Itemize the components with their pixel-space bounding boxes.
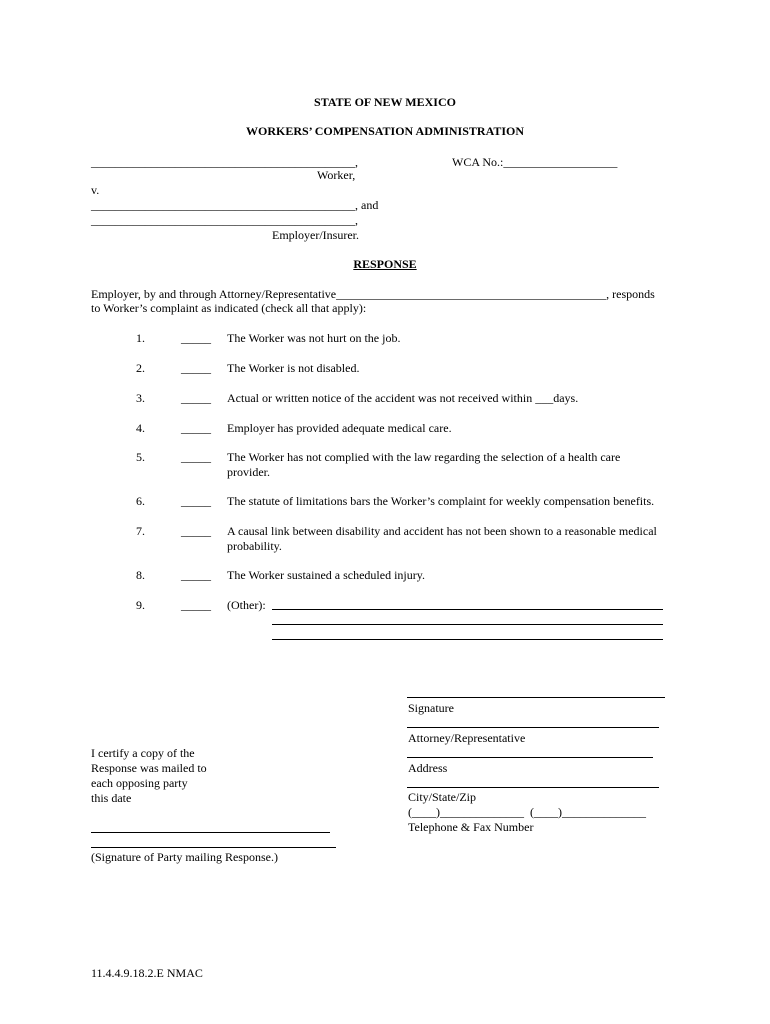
item-number: 5. (136, 450, 145, 464)
certify-line-2: Response was mailed to (91, 761, 207, 775)
response-title: RESPONSE (353, 257, 417, 271)
item-text: Employer has provided adequate medical care. (227, 421, 452, 435)
attorney-label: Attorney/Representative (408, 731, 526, 745)
item-number: 4. (136, 421, 145, 435)
city-line[interactable] (407, 787, 659, 788)
item-number: 7. (136, 524, 145, 538)
worker-name-line: ____________________________________________, (91, 155, 358, 169)
item-check-blank[interactable]: _____ (181, 494, 211, 508)
item-check-blank[interactable]: _____ (181, 524, 211, 538)
phone-fax-label: Telephone & Fax Number (408, 820, 534, 834)
certify-line-3: each opposing party (91, 776, 188, 790)
item-number: 9. (136, 598, 145, 612)
certify-line-4: this date (91, 791, 132, 805)
mailing-signature-label: (Signature of Party mailing Response.) (91, 850, 278, 864)
item-check-blank[interactable]: _____ (181, 598, 211, 612)
worker-label: Worker, (317, 168, 356, 182)
mailing-signature-line[interactable] (91, 847, 336, 848)
attorney-line[interactable] (407, 727, 659, 728)
item-check-blank[interactable]: _____ (181, 568, 211, 582)
item-number: 6. (136, 494, 145, 508)
item-check-blank[interactable]: _____ (181, 421, 211, 435)
item-check-blank[interactable]: _____ (181, 361, 211, 375)
item-number: 8. (136, 568, 145, 582)
signature-label: Signature (408, 701, 454, 715)
other-line-1[interactable] (272, 609, 663, 610)
address-line[interactable] (407, 757, 653, 758)
item-text-continued: probability. (227, 539, 282, 553)
employer-name-line: ____________________________________________, and (91, 198, 379, 212)
agency-heading: WORKERS’ COMPENSATION ADMINISTRATION (245, 124, 525, 138)
item-check-blank[interactable]: _____ (181, 331, 211, 345)
versus-label: v. (91, 183, 100, 197)
mailing-date-line[interactable] (91, 832, 330, 833)
phone-fax-line[interactable]: (____)______________ (____)______________ (408, 805, 646, 819)
item-text: The Worker was not hurt on the job. (227, 331, 401, 345)
address-label: Address (408, 761, 448, 775)
wca-number: WCA No.:___________________ (452, 155, 618, 169)
state-heading: STATE OF NEW MEXICO (314, 95, 456, 109)
insurer-name-line: ____________________________________________, (91, 213, 358, 227)
city-state-zip-label: City/State/Zip (408, 790, 476, 804)
item-check-blank[interactable]: _____ (181, 450, 211, 464)
intro-line-1: Employer, by and through Attorney/Representative_____________________________________________, responds (91, 287, 655, 301)
employer-insurer-label: Employer/Insurer. (272, 228, 359, 242)
other-line-2[interactable] (272, 624, 663, 625)
nmac-citation: 11.4.4.9.18.2.E NMAC (91, 966, 203, 980)
item-number: 3. (136, 391, 145, 405)
item-number: 1. (136, 331, 145, 345)
item-text: The Worker is not disabled. (227, 361, 360, 375)
item-number: 2. (136, 361, 145, 375)
item-text: (Other): (227, 598, 266, 612)
other-line-3[interactable] (272, 639, 663, 640)
item-text: The Worker has not complied with the law regarding the selection of a health care (227, 450, 621, 464)
item-text-continued: provider. (227, 465, 270, 479)
signature-line[interactable] (407, 697, 665, 698)
item-text: A causal link between disability and accident has not been shown to a reasonable medical (227, 524, 657, 538)
item-text: Actual or written notice of the accident was not received within ___days. (227, 391, 579, 405)
intro-line-2: to Worker’s complaint as indicated (check all that apply): (91, 301, 367, 315)
item-text: The statute of limitations bars the Worker’s complaint for weekly compensation benefits. (227, 494, 655, 508)
certify-line-1: I certify a copy of the (91, 746, 195, 760)
item-text: The Worker sustained a scheduled injury. (227, 568, 425, 582)
item-check-blank[interactable]: _____ (181, 391, 211, 405)
